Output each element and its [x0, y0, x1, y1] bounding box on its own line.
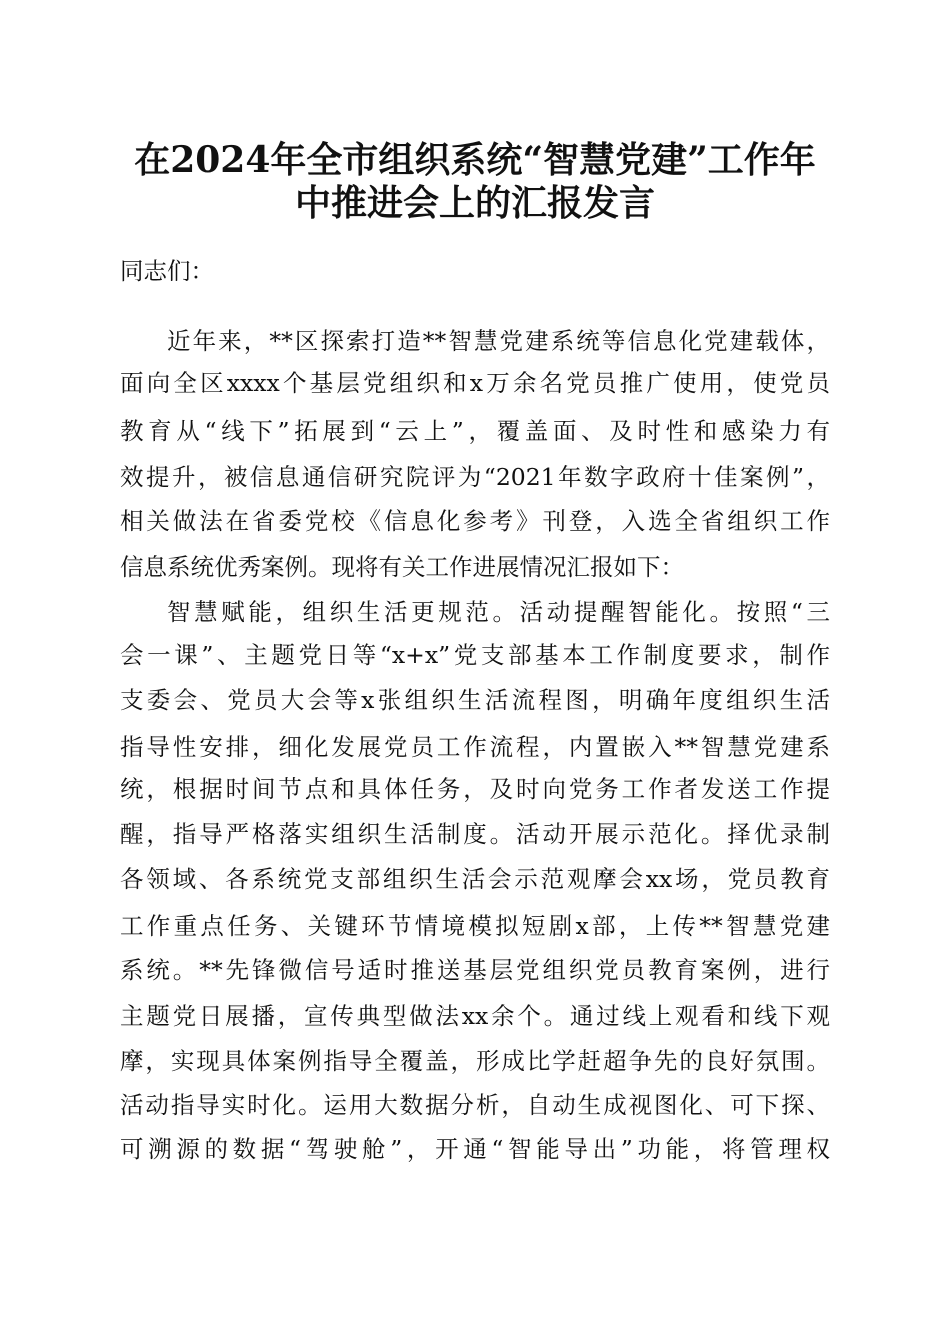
paragraph-line: 系统。**先锋微信号适时推送基层党组织党员教育案例，进行	[120, 956, 830, 984]
paragraph-line: 信息系统优秀案例。现将有关工作进展情况汇报如下：	[120, 553, 684, 581]
paragraph-line: 统，根据时间节点和具体任务，及时向党务工作者发送工作提	[120, 775, 830, 803]
paragraph-line: 面向全区xxxx个基层党组织和x万余名党员推广使用，使党员	[120, 369, 830, 397]
title-line-1: 在2024年全市组织系统“智慧党建”工作年	[134, 139, 816, 181]
paragraph-line: 相关做法在省委党校《信息化参考》刊登，入选全省组织工作	[120, 507, 830, 535]
paragraph-line: 摩，实现具体案例指导全覆盖，形成比学赶超争先的良好氛围。	[120, 1047, 830, 1075]
paragraph-line: 主题党日展播，宣传典型做法xx余个。通过线上观看和线下观	[120, 1002, 830, 1030]
paragraph-line: 智慧赋能，组织生活更规范。活动提醒智能化。按照“三	[167, 598, 830, 626]
paragraph-line: 效提升，被信息通信研究院评为“2021年数字政府十佳案例”，	[120, 463, 830, 491]
paragraph-line: 各领域、各系统党支部组织生活会示范观摩会xx场，党员教育	[120, 865, 830, 893]
paragraph-line: 会一课”、主题党日等“x+x”党支部基本工作制度要求，制作	[120, 641, 830, 669]
title-line-2: 中推进会上的汇报发言	[294, 182, 655, 224]
paragraph-line: 可溯源的数据“驾驶舱”，开通“智能导出”功能，将管理权	[120, 1135, 830, 1163]
paragraph-line: 活动指导实时化。运用大数据分析，自动生成视图化、可下探、	[120, 1091, 830, 1119]
paragraph-line: 工作重点任务、关键环节情境模拟短剧x部，上传**智慧党建	[120, 912, 830, 940]
paragraph-line: 近年来，**区探索打造**智慧党建系统等信息化党建载体，	[167, 327, 830, 355]
paragraph-line: 教育从“线下”拓展到“云上”，覆盖面、及时性和感染力有	[120, 417, 830, 445]
paragraph-line: 醒，指导严格落实组织生活制度。活动开展示范化。择优录制	[120, 820, 830, 848]
paragraph-line: 指导性安排，细化发展党员工作流程，内置嵌入**智慧党建系	[120, 733, 830, 761]
salutation: 同志们：	[120, 257, 214, 285]
paragraph-line: 支委会、党员大会等x张组织生活流程图，明确年度组织生活	[120, 686, 830, 714]
